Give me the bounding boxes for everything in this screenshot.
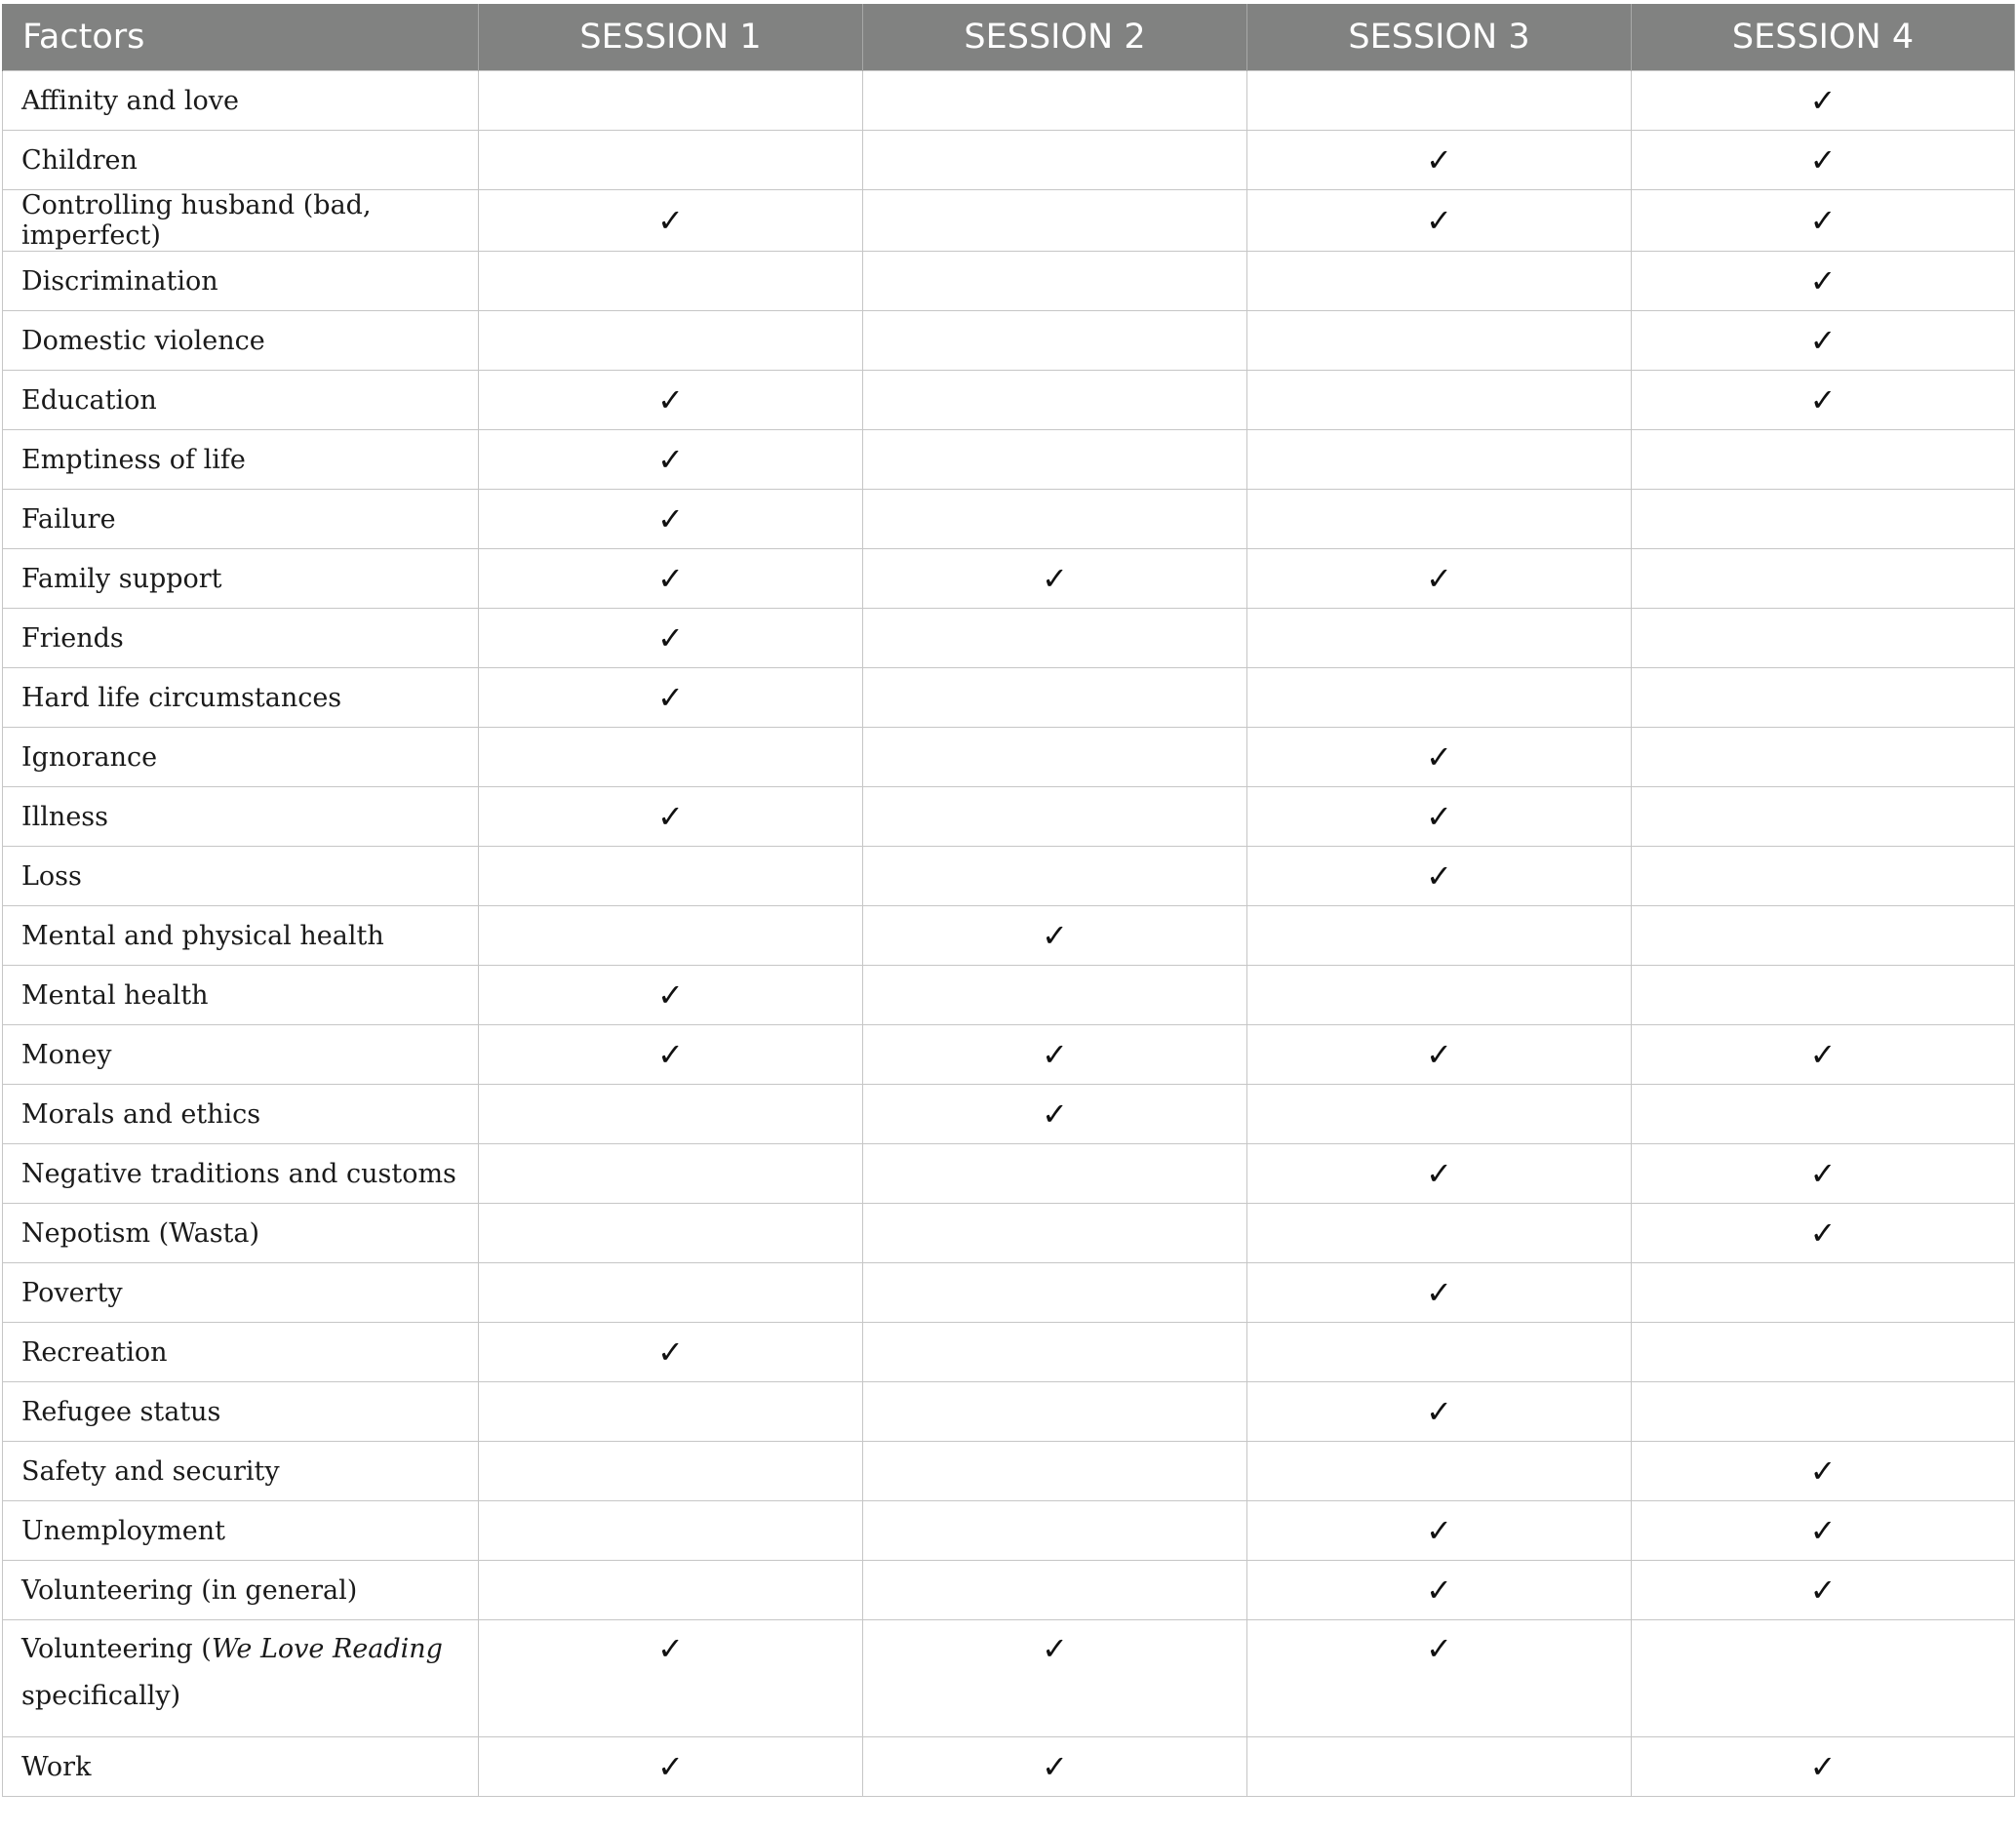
session-1-cell: [479, 371, 863, 430]
session-2-cell: [863, 1442, 1247, 1501]
session-4-cell: [1632, 1561, 2015, 1620]
table-row: [3, 787, 2015, 847]
session-3-cell: [1247, 1025, 1632, 1085]
session-1-cell: [479, 1382, 863, 1442]
session-2-cell: [863, 1204, 1247, 1263]
factor-label-part: Volunteering (: [21, 1634, 212, 1664]
check-mark-icon: ✓: [657, 381, 684, 418]
factor-cell: [3, 131, 479, 190]
table-row: [3, 1620, 2015, 1737]
check-mark-icon: ✓: [1809, 1155, 1837, 1192]
check-mark-icon: ✓: [657, 1748, 684, 1785]
session-4-cell: [1632, 1263, 2015, 1323]
session-3-cell: [1247, 668, 1632, 728]
table-row: [3, 966, 2015, 1025]
factor-label: Friends: [21, 622, 124, 654]
check-mark-icon: ✓: [1042, 560, 1068, 597]
session-1-cell: [479, 1561, 863, 1620]
session-3-cell: [1247, 1144, 1632, 1204]
session-2-cell: [863, 1085, 1247, 1144]
header-session-1: SESSION 1: [479, 4, 863, 71]
session-4-cell: [1632, 1025, 2015, 1085]
factor-cell: [3, 1263, 479, 1323]
session-4-cell: [1632, 1204, 2015, 1263]
check-mark-icon: ✓: [1426, 1630, 1452, 1667]
session-1-cell: [479, 252, 863, 311]
factor-label: Work: [21, 1751, 92, 1782]
session-4-cell: [1632, 966, 2015, 1025]
table-row: [3, 1442, 2015, 1501]
check-mark-icon: ✓: [1426, 1274, 1452, 1311]
session-3-cell: [1247, 847, 1632, 906]
factor-cell: [3, 1144, 479, 1204]
check-mark-icon: ✓: [1809, 1036, 1837, 1073]
session-3-cell: [1247, 1382, 1632, 1442]
table-row: [3, 668, 2015, 728]
check-mark-icon: ✓: [657, 202, 684, 239]
session-3-cell: [1247, 371, 1632, 430]
session-4-cell: [1632, 490, 2015, 549]
table-row: [3, 728, 2015, 787]
session-3-cell: [1247, 252, 1632, 311]
factor-label-part: specifically): [21, 1681, 181, 1711]
factor-cell: [3, 1085, 479, 1144]
session-4-cell: [1632, 311, 2015, 371]
session-2-cell: [863, 1501, 1247, 1561]
session-3-cell: [1247, 430, 1632, 490]
factor-cell: [3, 668, 479, 728]
table-row: [3, 906, 2015, 966]
factor-cell: [3, 371, 479, 430]
session-3-cell: [1247, 1263, 1632, 1323]
factor-label: Controlling husband (bad, imperfect): [21, 190, 372, 251]
table-row: [3, 1561, 2015, 1620]
check-mark-icon: ✓: [657, 441, 684, 478]
check-mark-icon: ✓: [1809, 82, 1837, 119]
session-2-cell: [863, 1737, 1247, 1797]
session-4-cell: [1632, 1323, 2015, 1382]
check-mark-icon: ✓: [1809, 1572, 1837, 1609]
session-2-cell: [863, 190, 1247, 252]
check-mark-icon: ✓: [1042, 1748, 1068, 1785]
factor-label: Domestic violence: [21, 325, 265, 356]
session-3-cell: [1247, 1737, 1632, 1797]
session-1-cell: [479, 71, 863, 131]
session-2-cell: [863, 1323, 1247, 1382]
check-mark-icon: ✓: [1809, 322, 1837, 359]
session-3-cell: [1247, 490, 1632, 549]
check-mark-icon: ✓: [657, 619, 684, 657]
factor-cell: [3, 1382, 479, 1442]
factor-label: Recreation: [21, 1336, 168, 1368]
session-3-cell: [1247, 549, 1632, 609]
session-4-cell: [1632, 430, 2015, 490]
session-2-cell: [863, 1025, 1247, 1085]
check-mark-icon: ✓: [1809, 381, 1837, 418]
factor-cell: [3, 847, 479, 906]
check-mark-icon: ✓: [1809, 1748, 1837, 1785]
table-row: [3, 252, 2015, 311]
session-1-cell: [479, 609, 863, 668]
session-4-cell: [1632, 190, 2015, 252]
session-1-cell: [479, 966, 863, 1025]
factor-label-italic: We Love Reading: [211, 1634, 443, 1664]
factor-cell: [3, 1323, 479, 1382]
check-mark-icon: ✓: [657, 1630, 684, 1667]
factor-label: Money: [21, 1039, 112, 1070]
check-mark-icon: ✓: [1426, 1572, 1452, 1609]
check-mark-icon: ✓: [1426, 1393, 1452, 1430]
session-4-cell: [1632, 787, 2015, 847]
session-4-cell: [1632, 1501, 2015, 1561]
table-row: [3, 71, 2015, 131]
table-row: [3, 1025, 2015, 1085]
factor-cell: [3, 252, 479, 311]
table-row: [3, 1144, 2015, 1204]
check-mark-icon: ✓: [1426, 141, 1452, 179]
session-3-cell: [1247, 966, 1632, 1025]
check-mark-icon: ✓: [1809, 141, 1837, 179]
session-2-cell: [863, 787, 1247, 847]
session-4-cell: [1632, 1620, 2015, 1737]
table-row: [3, 1204, 2015, 1263]
check-mark-icon: ✓: [1809, 1215, 1837, 1252]
session-3-cell: [1247, 609, 1632, 668]
factors-sessions-table: [2, 4, 2015, 1797]
session-2-cell: [863, 1620, 1247, 1737]
factor-cell: [3, 549, 479, 609]
table-row: [3, 490, 2015, 549]
session-1-cell: [479, 190, 863, 252]
session-3-cell: [1247, 1620, 1632, 1737]
check-mark-icon: ✓: [1426, 202, 1452, 239]
check-mark-icon: ✓: [657, 500, 684, 538]
session-1-cell: [479, 847, 863, 906]
table-row: [3, 847, 2015, 906]
check-mark-icon: ✓: [1426, 738, 1452, 776]
session-1-cell: [479, 1144, 863, 1204]
factor-label: Family support: [21, 563, 222, 594]
session-2-cell: [863, 1561, 1247, 1620]
check-mark-icon: ✓: [1042, 1630, 1068, 1667]
factor-label: Negative traditions and customs: [21, 1158, 456, 1189]
session-3-cell: [1247, 311, 1632, 371]
check-mark-icon: ✓: [1042, 1036, 1068, 1073]
factor-cell: [3, 1737, 479, 1797]
session-2-cell: [863, 668, 1247, 728]
session-1-cell: [479, 1737, 863, 1797]
check-mark-icon: ✓: [1042, 917, 1068, 954]
session-3-cell: [1247, 71, 1632, 131]
check-mark-icon: ✓: [1809, 1512, 1837, 1549]
table-row: [3, 131, 2015, 190]
session-2-cell: [863, 549, 1247, 609]
session-4-cell: [1632, 1144, 2015, 1204]
factor-label: Unemployment: [21, 1515, 225, 1546]
session-4-cell: [1632, 71, 2015, 131]
table-row: [3, 1382, 2015, 1442]
table-row: [3, 311, 2015, 371]
session-4-cell: [1632, 668, 2015, 728]
session-2-cell: [863, 1263, 1247, 1323]
session-2-cell: [863, 1144, 1247, 1204]
session-4-cell: [1632, 1737, 2015, 1797]
session-1-cell: [479, 131, 863, 190]
factor-label: Ignorance: [21, 741, 158, 773]
check-mark-icon: ✓: [1426, 560, 1452, 597]
session-1-cell: [479, 1085, 863, 1144]
check-mark-icon: ✓: [1426, 798, 1452, 835]
factor-label: Loss: [21, 860, 82, 892]
session-4-cell: [1632, 371, 2015, 430]
session-3-cell: [1247, 1501, 1632, 1561]
factor-label: Mental and physical health: [21, 920, 384, 951]
session-3-cell: [1247, 1561, 1632, 1620]
factor-cell: [3, 1561, 479, 1620]
session-3-cell: [1247, 906, 1632, 966]
factor-label: Emptiness of life: [21, 444, 246, 475]
session-4-cell: [1632, 1442, 2015, 1501]
check-mark-icon: ✓: [1426, 1512, 1452, 1549]
session-4-cell: [1632, 847, 2015, 906]
session-2-cell: [863, 1382, 1247, 1442]
check-mark-icon: ✓: [657, 1334, 684, 1371]
session-3-cell: [1247, 1204, 1632, 1263]
check-mark-icon: ✓: [657, 560, 684, 597]
session-1-cell: [479, 1263, 863, 1323]
table-body: [3, 71, 2015, 1797]
factor-label: Nepotism (Wasta): [21, 1217, 260, 1249]
session-4-cell: [1632, 906, 2015, 966]
check-mark-icon: ✓: [1809, 1453, 1837, 1490]
factor-cell: [3, 71, 479, 131]
session-2-cell: [863, 371, 1247, 430]
header-session-4: SESSION 4: [1632, 4, 2015, 71]
session-4-cell: [1632, 728, 2015, 787]
session-4-cell: [1632, 131, 2015, 190]
session-1-cell: [479, 490, 863, 549]
table-row: [3, 1263, 2015, 1323]
check-mark-icon: ✓: [657, 679, 684, 716]
table-row: [3, 549, 2015, 609]
factor-cell: [3, 430, 479, 490]
factor-cell: [3, 490, 479, 549]
check-mark-icon: ✓: [657, 976, 684, 1014]
table-row: [3, 1737, 2015, 1797]
session-2-cell: [863, 847, 1247, 906]
header-factors: Factors: [3, 4, 479, 71]
session-2-cell: [863, 906, 1247, 966]
session-4-cell: [1632, 549, 2015, 609]
session-1-cell: [479, 1442, 863, 1501]
session-1-cell: [479, 906, 863, 966]
factor-label: Failure: [21, 503, 116, 535]
factor-label: Safety and security: [21, 1455, 280, 1487]
factor-label: Poverty: [21, 1277, 123, 1308]
factor-cell: [3, 728, 479, 787]
session-4-cell: [1632, 609, 2015, 668]
session-3-cell: [1247, 1323, 1632, 1382]
session-2-cell: [863, 252, 1247, 311]
check-mark-icon: ✓: [1809, 202, 1837, 239]
session-2-cell: [863, 131, 1247, 190]
session-2-cell: [863, 966, 1247, 1025]
table-row: [3, 1501, 2015, 1561]
factor-label: Illness: [21, 801, 109, 832]
factor-cell: [3, 966, 479, 1025]
table-row: [3, 430, 2015, 490]
session-1-cell: [479, 1620, 863, 1737]
session-1-cell: [479, 668, 863, 728]
session-4-cell: [1632, 252, 2015, 311]
factor-label: Children: [21, 144, 138, 176]
table-row: [3, 1085, 2015, 1144]
factor-cell: [3, 787, 479, 847]
session-1-cell: [479, 1025, 863, 1085]
session-2-cell: [863, 430, 1247, 490]
session-1-cell: [479, 1501, 863, 1561]
check-mark-icon: ✓: [1426, 1155, 1452, 1192]
factor-cell: [3, 1204, 479, 1263]
check-mark-icon: ✓: [657, 798, 684, 835]
factor-cell: [3, 1025, 479, 1085]
session-1-cell: [479, 728, 863, 787]
session-1-cell: [479, 1204, 863, 1263]
session-3-cell: [1247, 131, 1632, 190]
session-3-cell: [1247, 728, 1632, 787]
session-3-cell: [1247, 1442, 1632, 1501]
check-mark-icon: ✓: [1809, 262, 1837, 299]
factor-label: Refugee status: [21, 1396, 221, 1427]
session-1-cell: [479, 787, 863, 847]
header-row: [3, 4, 2015, 71]
factor-label: Morals and ethics: [21, 1098, 261, 1130]
check-mark-icon: ✓: [1426, 857, 1452, 895]
factor-cell: [3, 1620, 479, 1737]
factor-label: Volunteering (in general): [21, 1574, 358, 1606]
factor-cell: [3, 906, 479, 966]
session-4-cell: [1632, 1382, 2015, 1442]
factor-cell: [3, 311, 479, 371]
session-4-cell: [1632, 1085, 2015, 1144]
check-mark-icon: ✓: [1042, 1095, 1068, 1133]
factor-label: Discrimination: [21, 265, 218, 297]
table-row: [3, 1323, 2015, 1382]
session-2-cell: [863, 71, 1247, 131]
session-3-cell: [1247, 1085, 1632, 1144]
table-row: [3, 190, 2015, 252]
factor-label: Affinity and love: [21, 85, 240, 116]
header-session-2: SESSION 2: [863, 4, 1247, 71]
factor-label: Education: [21, 384, 157, 416]
session-2-cell: [863, 728, 1247, 787]
session-2-cell: [863, 609, 1247, 668]
session-3-cell: [1247, 787, 1632, 847]
session-1-cell: [479, 311, 863, 371]
table-row: [3, 609, 2015, 668]
factor-label: Mental health: [21, 979, 209, 1011]
factor-cell: [3, 1501, 479, 1561]
session-1-cell: [479, 1323, 863, 1382]
session-2-cell: [863, 490, 1247, 549]
factor-cell: [3, 1442, 479, 1501]
header-session-3: SESSION 3: [1247, 4, 1632, 71]
check-mark-icon: ✓: [657, 1036, 684, 1073]
check-mark-icon: ✓: [1426, 1036, 1452, 1073]
table-row: [3, 371, 2015, 430]
session-1-cell: [479, 549, 863, 609]
session-1-cell: [479, 430, 863, 490]
factor-cell: [3, 609, 479, 668]
factor-label: Hard life circumstances: [21, 682, 342, 713]
session-2-cell: [863, 311, 1247, 371]
session-3-cell: [1247, 190, 1632, 252]
factor-cell: [3, 190, 479, 252]
